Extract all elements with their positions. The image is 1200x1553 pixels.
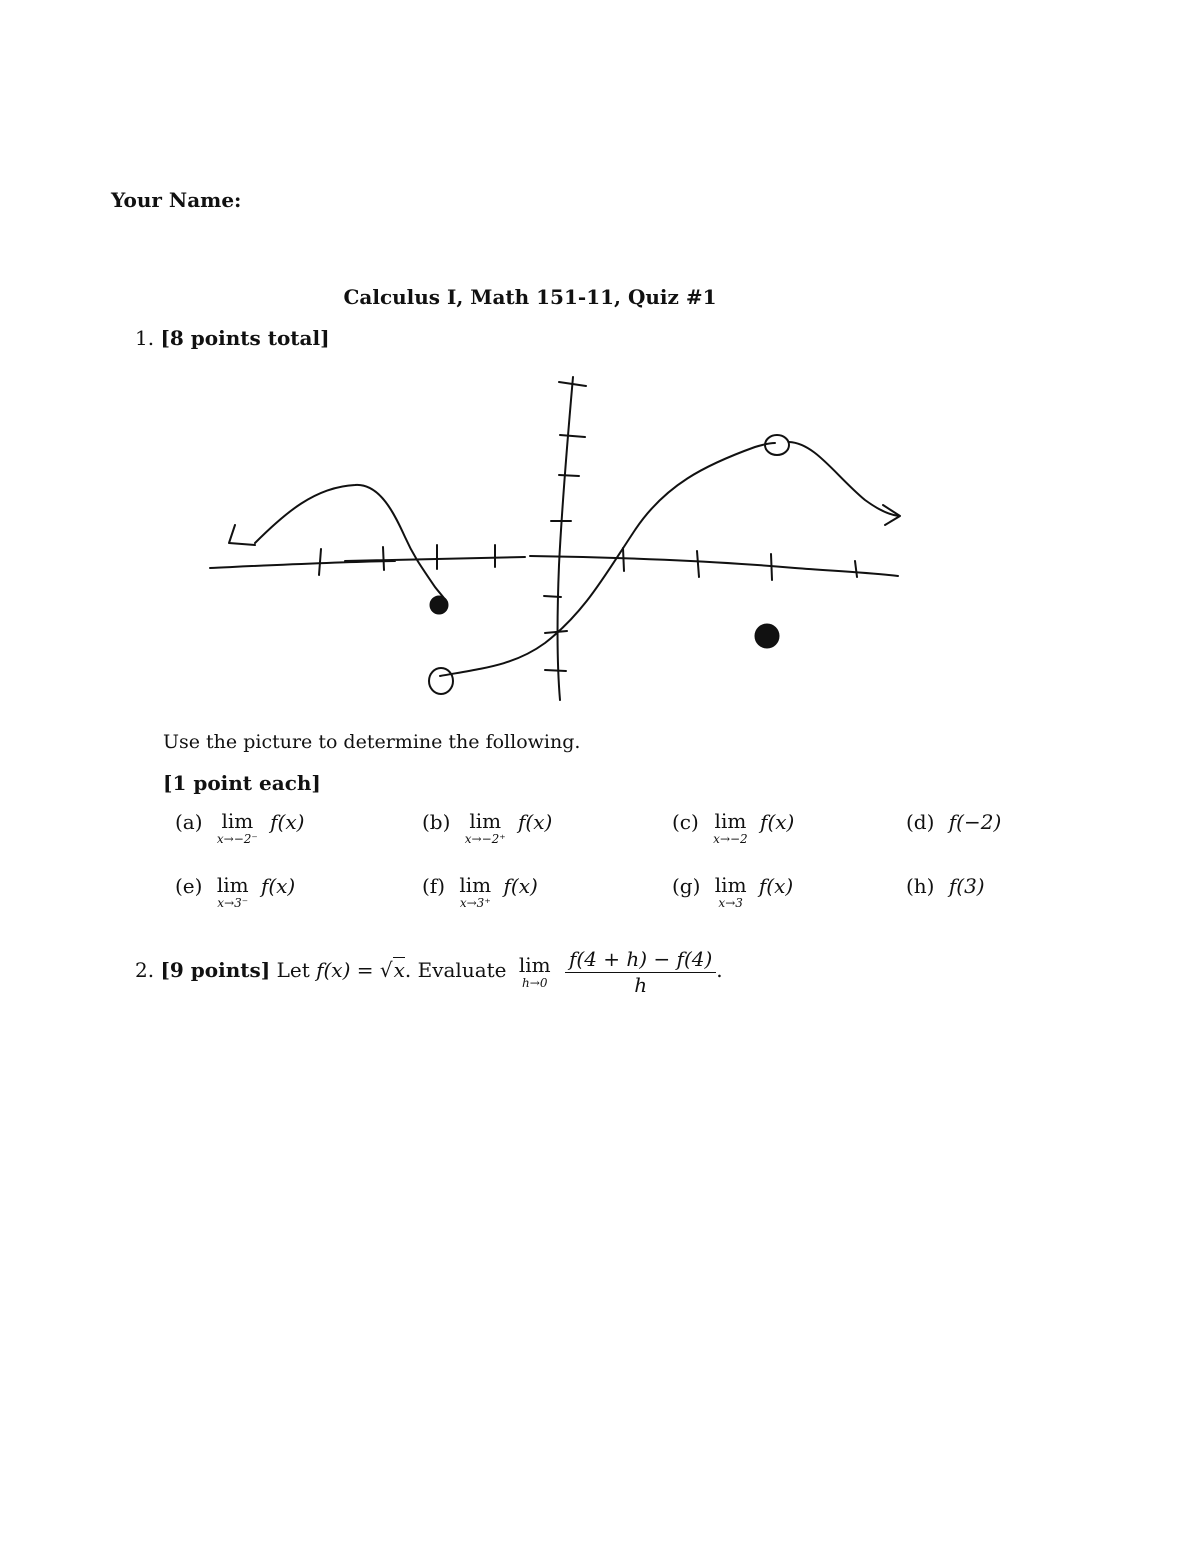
item-expression: f(3) xyxy=(948,874,985,898)
instruction-text: Use the picture to determine the following. xyxy=(163,731,581,753)
closed-dot-left xyxy=(430,596,448,614)
name-label: Your Name: xyxy=(111,188,242,212)
x-ticks xyxy=(319,545,857,580)
question-1-heading xyxy=(135,326,330,350)
item-expression: f(x) xyxy=(758,874,794,898)
let-text: Let xyxy=(276,958,310,982)
y-axis xyxy=(558,377,573,700)
item-expression: f(x) xyxy=(270,810,305,834)
item-label: (f) xyxy=(422,874,446,898)
item-label: (d) xyxy=(906,810,935,834)
period: . xyxy=(716,958,723,982)
function-def: f(x) = xyxy=(316,958,374,982)
item-a xyxy=(175,810,304,860)
points-each: [1 point each] xyxy=(163,771,321,795)
item-f xyxy=(422,874,538,924)
item-label: (b) xyxy=(422,810,451,834)
left-arrow xyxy=(229,525,255,545)
quiz-title: Calculus I, Math 151-11, Quiz #1 xyxy=(343,285,717,309)
open-circle-right xyxy=(765,435,789,455)
main-curve xyxy=(440,443,775,676)
item-label: (g) xyxy=(672,874,701,898)
question-number: 1. xyxy=(135,326,155,350)
item-label: (a) xyxy=(175,810,203,834)
item-h xyxy=(906,874,985,924)
y-ticks xyxy=(544,382,586,671)
item-label: (e) xyxy=(175,874,203,898)
item-expression: f(x) xyxy=(518,810,553,834)
evaluate-text: . Evaluate xyxy=(404,958,507,982)
limit-operator: lim x→3 xyxy=(714,873,747,910)
closed-dot-right xyxy=(755,624,779,648)
difference-quotient: $\frac{f(4 + h) - f(4)}{h}$ xyxy=(565,946,716,997)
question-2 xyxy=(135,946,723,997)
function-graph xyxy=(195,365,915,710)
question-points: [8 points total] xyxy=(160,326,330,350)
item-label: (h) xyxy=(906,874,935,898)
limit-operator: lim x→3⁺ xyxy=(459,873,492,910)
item-d xyxy=(906,810,1001,860)
limit-operator: lim h→0 xyxy=(518,952,551,990)
item-c xyxy=(672,810,794,860)
limit-operator: lim x→−2⁺ xyxy=(464,809,506,846)
item-expression: f(x) xyxy=(503,874,538,898)
item-expression: f(x) xyxy=(260,874,296,898)
limit-operator: lim x→3⁻ xyxy=(216,873,249,910)
limit-operator: lim x→−2 xyxy=(713,809,748,846)
question-points: [9 points] xyxy=(160,958,271,982)
question-number: 2. xyxy=(135,958,155,982)
open-circle-left xyxy=(429,668,453,694)
sqrt-expression: √x xyxy=(379,958,405,982)
item-expression: f(−2) xyxy=(948,810,1002,834)
left-curve xyxy=(255,485,447,605)
x-axis xyxy=(210,556,898,576)
item-label: (c) xyxy=(672,810,699,834)
item-g xyxy=(672,874,793,924)
item-e xyxy=(175,874,295,924)
item-b xyxy=(422,810,552,860)
limit-operator: lim x→−2⁻ xyxy=(216,809,258,846)
item-expression: f(x) xyxy=(760,810,795,834)
